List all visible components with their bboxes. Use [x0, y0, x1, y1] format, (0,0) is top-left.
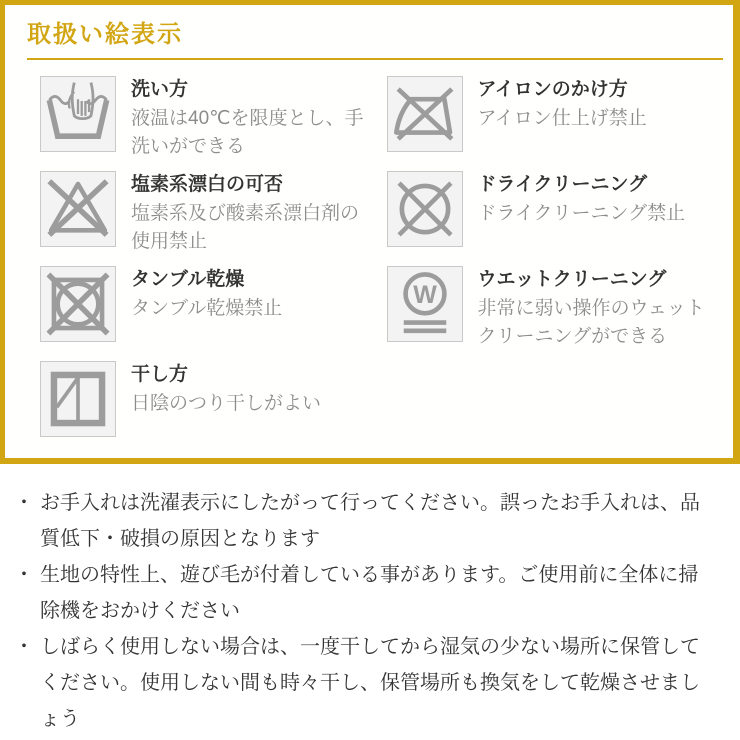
- care-item-title: ドライクリーニング: [477, 174, 648, 195]
- care-column-left: [40, 76, 375, 437]
- care-item-text: [478, 266, 722, 351]
- care-item-text: [478, 171, 686, 228]
- care-item-title: 洗い方: [131, 79, 189, 100]
- care-item-dry-cleaning: [387, 171, 722, 266]
- note-text: 生地の特性上、遊び毛が付着している事があります。ご使用前に全体に掃除機をおかけください: [40, 564, 699, 622]
- care-item-tumble-dry: [40, 266, 375, 361]
- care-item-drying: [40, 361, 375, 437]
- bullet-marker: ・: [14, 564, 34, 586]
- care-item-title: ウエットクリーニング: [477, 269, 667, 290]
- care-item-text: [131, 266, 282, 323]
- bullet-marker: ・: [14, 492, 34, 514]
- care-symbols-grid: [5, 60, 733, 437]
- care-item-desc: 液温は40℃を限度とし、手洗いができる: [131, 108, 364, 157]
- care-item-bleach: [40, 171, 375, 266]
- care-column-right: [387, 76, 722, 437]
- note-text: お手入れは洗濯表示にしたがって行ってください。誤ったお手入れは、品質低下・破損の原因となります: [40, 492, 700, 550]
- bullet-marker: ・: [14, 636, 34, 658]
- note-item: [14, 629, 728, 737]
- care-item-title: アイロンのかけ方: [477, 79, 628, 100]
- note-item: [14, 557, 728, 629]
- care-item-text: [478, 76, 647, 133]
- care-item-wet-cleaning: [387, 266, 722, 351]
- care-item-washing: [40, 76, 375, 171]
- care-notes-list: [14, 485, 728, 737]
- note-item: [14, 485, 728, 557]
- wet-cleaning-icon: [387, 266, 463, 342]
- care-item-desc: ドライクリーニング禁止: [477, 203, 686, 224]
- no-chlorine-bleach-icon: [40, 171, 116, 247]
- hand-wash-icon: [40, 76, 116, 152]
- care-item-title: 塩素系漂白の可否: [131, 174, 284, 195]
- shade-hang-dry-icon: [40, 361, 116, 437]
- no-dry-cleaning-icon: [387, 171, 463, 247]
- panel-title: 取扱い絵表示: [27, 21, 183, 48]
- note-text: しばらく使用しない場合は、一度干してから湿気の少ない場所に保管してください。使用しない間も時々干し、保管場所も換気をして乾燥させましょう: [40, 636, 700, 730]
- wet-cleaning-letter: W: [412, 281, 437, 310]
- care-item-title: タンブル乾燥: [131, 269, 245, 290]
- no-iron-icon: [387, 76, 463, 152]
- care-item-ironing: [387, 76, 722, 171]
- care-item-text: [131, 76, 375, 161]
- care-item-title: 干し方: [131, 364, 189, 385]
- care-item-desc: アイロン仕上げ禁止: [477, 108, 647, 129]
- care-item-text: [131, 361, 321, 418]
- care-item-desc: 非常に弱い操作のウェットクリーニングができる: [477, 298, 705, 347]
- care-item-desc: 塩素系及び酸素系漂白剤の使用禁止: [131, 203, 360, 252]
- care-item-desc: タンブル乾燥禁止: [131, 298, 283, 319]
- care-item-text: [131, 171, 375, 256]
- care-item-desc: 日陰のつり干しがよい: [131, 393, 322, 414]
- no-tumble-dry-icon: [40, 266, 116, 342]
